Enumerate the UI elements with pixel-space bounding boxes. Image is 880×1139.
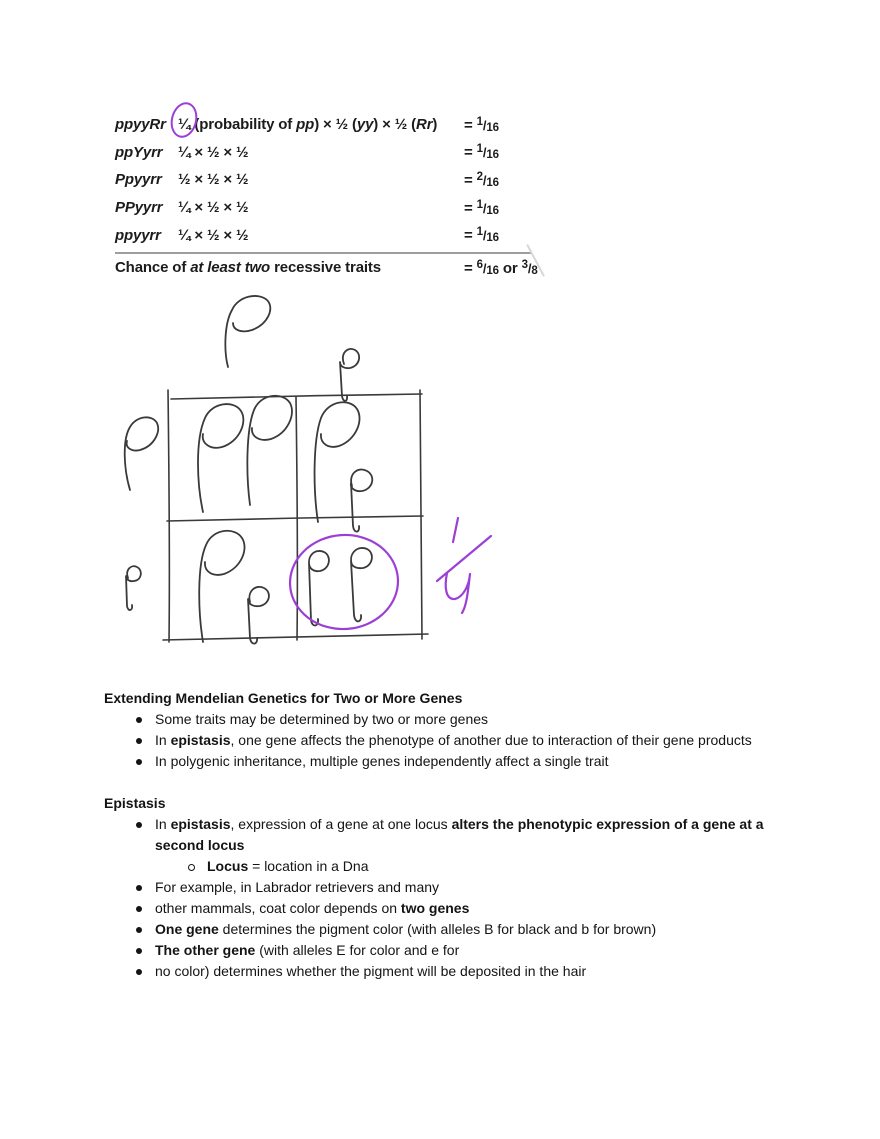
bullet-item: [104, 856, 780, 877]
bullet-marker: [136, 948, 142, 954]
probability-row: [115, 111, 565, 139]
genotype-label: PPyyrr: [115, 199, 163, 217]
formula-segment: yy: [356, 116, 374, 134]
fraction-value: $^2$/16: [476, 170, 499, 189]
bullet-item: [104, 940, 780, 961]
bullet-item: [104, 730, 780, 751]
probability-formula: [178, 116, 437, 133]
bullet-text-segment: alters the phenotypic expression of a gene at a second locus: [155, 816, 764, 853]
genotype-label: Ppyyrr: [115, 171, 162, 189]
bullet-item: [104, 961, 780, 982]
total-label-segment: at least two: [190, 259, 271, 277]
bullet-text-segment: In: [155, 816, 171, 832]
bullet-marker: [136, 906, 142, 912]
bullet-text-segment: no color) determines whether the pigment will be deposited in the hair: [155, 963, 587, 979]
bullet-item: [104, 898, 780, 919]
bullet-text-segment: other mammals, coat color depends on: [155, 900, 401, 916]
bullet-text-segment: , expression of a gene at one locus: [230, 816, 452, 832]
bullet-text-segment: Some traits may be determined by two or more genes: [155, 711, 489, 727]
cell-PP-letter1: [198, 404, 243, 512]
top-label-P: [225, 296, 270, 367]
probability-formula: [178, 171, 248, 188]
fraction-value: $^1$/16: [476, 198, 499, 217]
fraction-value: $^1$/16: [476, 115, 499, 134]
probability-formula: [178, 199, 248, 216]
formula-segment: (probability of: [190, 116, 297, 134]
notes-section: [104, 688, 780, 772]
table-total-row: [115, 256, 565, 280]
bullet-marker: [136, 738, 142, 744]
total-label: [115, 259, 381, 276]
pp-circle-annotation: [287, 531, 401, 632]
bullet-marker: [136, 969, 142, 975]
cell-pp-letter1: [309, 551, 329, 626]
formula-segment: Rr: [416, 116, 433, 134]
bullet-text-segment: epistasis: [170, 732, 231, 748]
bullet-text-segment: , one gene affects the phenotype of another due to interaction of their gene products: [230, 732, 752, 748]
bullet-item: [104, 919, 780, 940]
hollow-bullet-marker: [188, 864, 195, 871]
notes-section: [104, 793, 780, 982]
bullet-text-segment: One gene: [155, 921, 219, 937]
probability-formula: [178, 144, 248, 161]
bullet-item: [104, 814, 780, 856]
formula-segment: ½ × ½ × ½: [178, 171, 249, 189]
probability-table: [115, 111, 565, 280]
formula-segment: ¼ × ½ × ½: [178, 226, 249, 244]
cell-Pp-top-letter2: [351, 469, 372, 531]
total-label-segment: Chance of: [115, 259, 191, 277]
probability-rows: [115, 111, 565, 249]
punnett-letters: [125, 296, 373, 644]
one-quarter-annotation: [437, 518, 491, 613]
cell-Pp-bottom-letter2: [248, 587, 269, 644]
punnett-square-sketch: [100, 290, 500, 655]
cell-Pp-bottom-letter1: [199, 531, 244, 642]
fraction-value: $^1$/16: [476, 143, 499, 162]
bullet-text-segment: In polygenic inheritance, multiple genes independently affect a single trait: [155, 753, 609, 769]
cell-pp-letter2: [351, 548, 372, 621]
genotype-label: ppyyrr: [115, 226, 161, 244]
formula-segment: pp: [296, 116, 315, 134]
total-result: = $^6$/16 or $^3$/8: [464, 258, 538, 277]
formula-segment: ): [432, 116, 438, 134]
circled-fraction: ¼: [178, 116, 190, 133]
bullet-text-segment: two genes: [400, 900, 470, 916]
probability-row: [115, 166, 565, 194]
row-result: = $^1$/16: [464, 143, 499, 162]
genotype-label: ppYyrr: [115, 143, 163, 161]
bullet-marker: [136, 759, 142, 765]
fraction-value: $^6$/16: [476, 258, 499, 277]
probability-row: [115, 194, 565, 222]
notes-body: [104, 688, 780, 982]
left-label-P: [125, 417, 158, 490]
formula-segment: ) × ½ (: [373, 116, 417, 134]
bullet-text-segment: In: [155, 732, 171, 748]
bullet-marker: [136, 885, 142, 891]
row-result: = $^2$/16: [464, 170, 499, 189]
bullet-marker: [136, 717, 142, 723]
genotype-label: ppyyRr: [115, 116, 166, 134]
table-separator-line: [115, 252, 531, 254]
bullet-item: [104, 709, 780, 730]
fraction-value: $^1$/16: [476, 226, 499, 245]
bullet-marker: [136, 927, 142, 933]
formula-segment: ¼ × ½ × ½: [178, 199, 249, 217]
bullet-text-segment: Locus: [207, 858, 249, 874]
pen-highlights: [287, 518, 491, 633]
bullet-text-segment: The other gene: [155, 942, 256, 958]
bullet-text-segment: = location in a Dna: [248, 858, 369, 874]
top-label-p: [340, 349, 359, 401]
section-heading: Extending Mendelian Genetics for Two or More Genes: [104, 690, 463, 706]
row-result: = $^1$/16: [464, 115, 499, 134]
formula-segment: ¼ × ½ × ½: [178, 143, 249, 161]
bullet-text-segment: determines the pigment color (with alleles B for black and b for brown): [218, 921, 657, 937]
probability-row: [115, 139, 565, 167]
total-label-segment: recessive traits: [270, 259, 381, 277]
cell-PP-letter2: [247, 396, 292, 505]
row-result: = $^1$/16: [464, 198, 499, 217]
fraction-value: $^3$/8: [521, 258, 538, 277]
probability-formula: [178, 227, 248, 244]
bullet-text-segment: epistasis: [170, 816, 231, 832]
bullet-marker: [136, 822, 142, 828]
formula-segment: ) × ½ (: [314, 116, 357, 134]
bullet-text-segment: (with alleles E for color and e for: [255, 942, 460, 958]
bullet-item: [104, 751, 780, 772]
probability-row: [115, 221, 565, 249]
left-label-p: [126, 566, 141, 610]
row-result: = $^1$/16: [464, 226, 499, 245]
section-heading: Epistasis: [104, 795, 166, 811]
bullet-item: [104, 877, 780, 898]
bullet-text-segment: For example, in Labrador retrievers and many: [155, 879, 440, 895]
